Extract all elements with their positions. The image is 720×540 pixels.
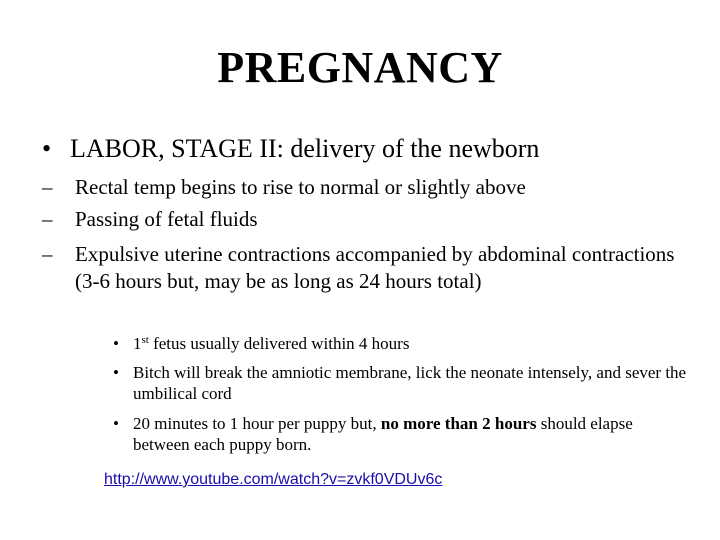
youtube-link[interactable]: http://www.youtube.com/watch?v=zvkf0VDUv6c: [104, 471, 443, 488]
slide-title: PREGNANCY: [217, 43, 503, 92]
detail-bullet-interval: [113, 413, 688, 455]
dash-marker: –: [42, 175, 53, 199]
ordinal-suffix: st: [141, 334, 149, 346]
dash-marker: –: [42, 207, 53, 231]
bullet-marker: •: [42, 134, 52, 163]
detail-bullet-before: 20 minutes to 1 hour per puppy but,: [133, 414, 381, 433]
sub-bullet-contractions: [42, 241, 682, 295]
main-bullet: [42, 133, 702, 165]
sub-bullet-text: Passing of fetal fluids: [75, 207, 258, 231]
detail-bullet-after: should elapse between each puppy born.: [133, 414, 633, 454]
sub-bullet-text: Rectal temp begins to rise to normal or slightly above: [75, 175, 526, 199]
main-bullet-text: LABOR, STAGE II: delivery of the newborn: [70, 134, 540, 163]
bullet-marker: •: [113, 363, 119, 382]
bullet-marker: •: [113, 334, 119, 353]
detail-bullet-text: [133, 413, 688, 455]
dash-marker: –: [42, 242, 53, 266]
detail-bullet-text: [133, 333, 688, 354]
emphasis-text: no more than 2 hours: [380, 414, 537, 433]
sub-bullet-fetal-fluids: [42, 206, 682, 233]
detail-bullet-first-fetus: [113, 333, 688, 354]
detail-bullet-membrane: [113, 362, 688, 404]
detail-bullet-rest: fetus usually delivered within 4 hours: [148, 334, 410, 353]
sub-bullet-text: Expulsive uterine contractions accompanied by abdominal contractions (3-6 hours but, may be as long as 24 hours total): [75, 242, 675, 293]
bullet-marker: •: [113, 414, 119, 433]
ordinal-number: 1: [133, 334, 142, 353]
detail-bullet-text: Bitch will break the amniotic membrane, lick the neonate intensely, and sever the umbilical cord: [133, 363, 687, 403]
sub-bullet-rectal-temp: [42, 174, 682, 201]
